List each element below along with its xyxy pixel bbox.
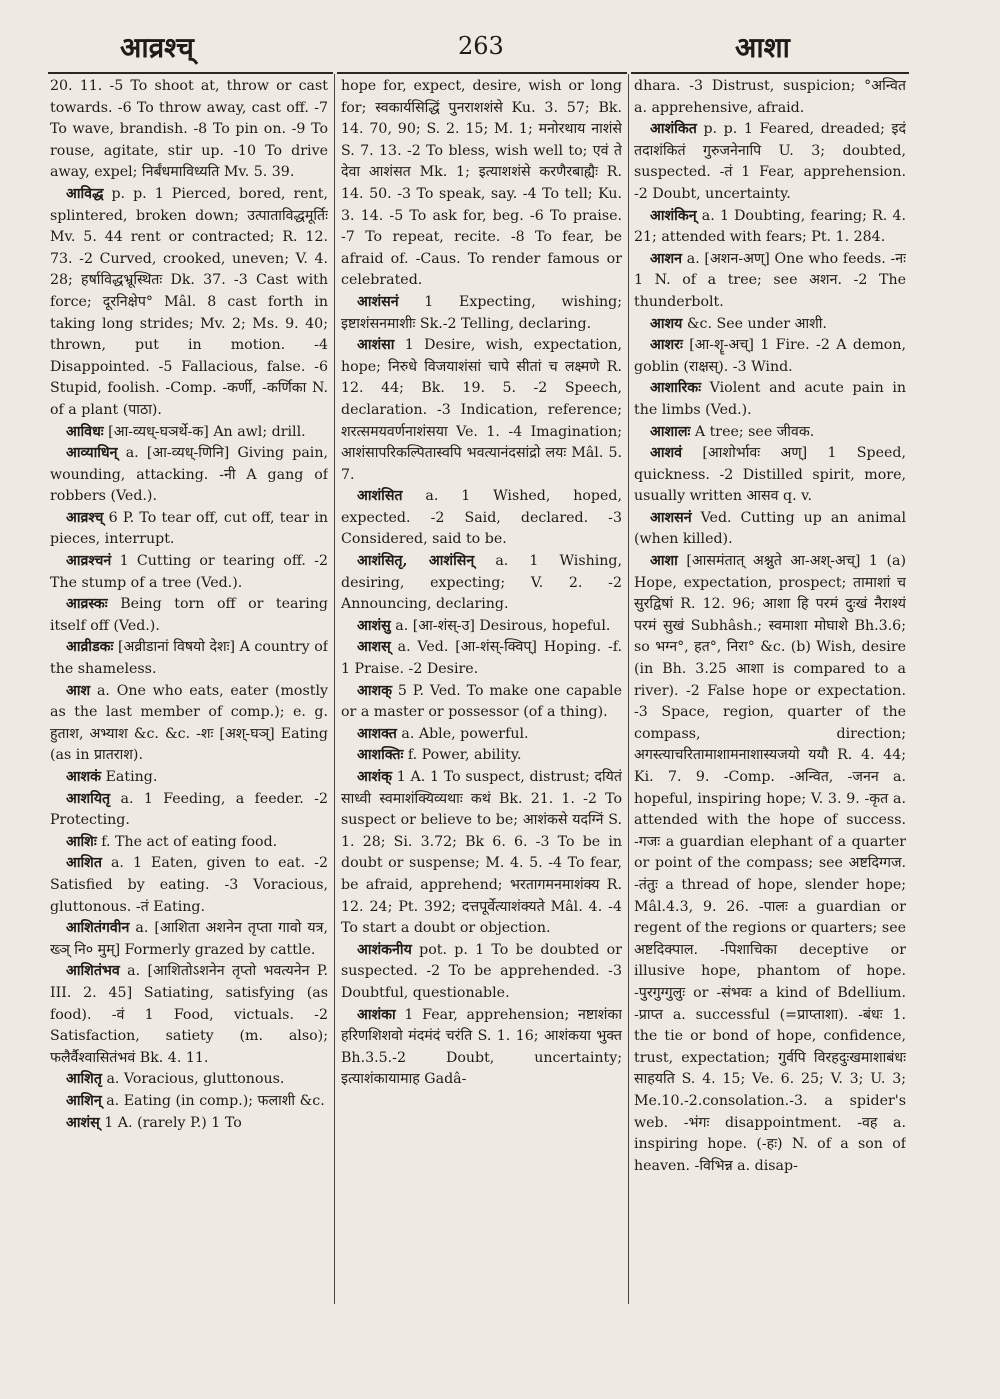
entry-headword: आशितंगवीन [66, 920, 130, 937]
entry-headword: आव्याधिन् [66, 445, 118, 462]
entry-definition: a. Eating (in comp.); फलाशी &c. [106, 1092, 325, 1109]
header-left-word: आव्रश्च् [120, 31, 194, 64]
entry-headword: आशयितृ [66, 790, 111, 807]
entry-definition: pot. p. 1 To be doubted or suspected. -2 To be apprehended. -3 Doubtful, questionable. [341, 941, 622, 1001]
dictionary-entry [341, 940, 622, 1005]
entry-definition: &c. See under आशी. [686, 315, 827, 332]
entry-definition: Violent and acute pain in the limbs (Ved.). [634, 380, 906, 418]
header-right-word: आशा [735, 31, 790, 64]
dictionary-entry [50, 422, 328, 444]
entry-definition: a. Ved. [आ-शंस्-क्विप्] Hoping. -f. 1 Praise. -2 Desire. [341, 639, 622, 678]
entry-headword: आशस् [357, 639, 391, 656]
dictionary-entry [341, 724, 622, 746]
entry-headword: आशालः [650, 423, 691, 440]
dictionary-entry [50, 918, 328, 961]
header-rule-middle [337, 72, 627, 74]
entry-definition: hope for, expect, desire, wish or long for; स्वकार्यसिद्धिं पुनराशशंसे Ku. 3. 57; Bk. 14. 70, 90; S. 2. 15; M. 1; मनोरथाय नाशंसे S. 7. 13. -2 To bless, wish well to; एवं ते देवा आशंसत Mk. 1; इत्याशशंसे करणैरबाह्यैः R. 14. 50. -3 To speak, say. -4 To tell; Ku. 3. 14. -5 To ask for, beg. -6 To praise. -7 To repeat, recite. -8 To fear, be afraid of. -Caus. To render famous or celebrated. [341, 78, 622, 289]
dictionary-entry [634, 508, 906, 551]
dictionary-entry [634, 443, 906, 508]
dictionary-entry [341, 681, 622, 724]
entry-headword: आशंसनं [357, 293, 399, 310]
header-rule-right [631, 72, 909, 74]
entry-definition: Eating. [105, 769, 158, 785]
column-divider-1 [334, 74, 335, 1304]
entry-headword: आशय [650, 315, 683, 332]
entry-definition: a. [आशितोऽशनेन तृप्तो भवत्यनेन P. III. 2. 45] Satiating, satisfying (as food). -वं 1 Food, victuals. -2 Satisfaction, satiety (m. also); फलैर्वैश्वासितंभवं Bk. 4. 11. [50, 963, 328, 1066]
dictionary-entry [50, 853, 328, 918]
entry-headword: आविधः [66, 423, 104, 440]
entry-definition: [आ-शॄ-अच्] 1 Fire. -2 A demon, goblin (राक्षस्). -3 Wind. [634, 337, 906, 375]
dictionary-entry [634, 314, 906, 336]
entry-definition: a. 1 Wishing, desiring, expecting; V. 2. -2 Announcing, declaring. [341, 553, 622, 613]
entry-headword: आशंसु [357, 617, 391, 634]
entry-definition: a. [अशन-अण्] One who feeds. -नः 1 N. of a tree; see अशन. -2 The thunderbolt. [634, 250, 906, 310]
page-header [0, 28, 1000, 68]
entry-headword: आशा [650, 553, 678, 570]
entry-headword: आशक् [357, 682, 393, 699]
dictionary-entry [50, 1069, 328, 1091]
dictionary-entry [634, 249, 906, 314]
entry-headword: आशिन् [66, 1092, 102, 1109]
entry-definition: p. p. 1 Pierced, bored, rent, splintered, broken down; उत्पाताविद्धमूर्तिः Mv. 5. 44 rent or contracted; R. 12. 73. -2 Curved, crooked, uneven; V. 4. 28; हर्षाविद्धभ्रूस्थितः Dk. 37. -3 Cast with force; दूरनिक्षेप° Mâl. 8 cast forth in taking long strides; Mv. 2; Ms. 9. 40; thrown, put in motion. -4 Disappointed. -5 Fallacious, false. -6 Stupid, foolish. -Comp. -कर्णी, -कर्णिका N. of a plant (पाठा). [50, 185, 328, 418]
dictionary-entry [341, 551, 622, 616]
dictionary-entry [341, 637, 622, 680]
entry-definition: a. 1 Doubting, fearing; R. 4. 21; attended with fears; Pt. 1. 284. [634, 207, 906, 246]
entry-headword: आशकं [66, 769, 102, 785]
entry-headword: आशन [650, 250, 683, 267]
entry-definition: 20. 11. -5 To shoot at, throw or cast towards. -6 To throw away, cast off. -7 To wave, brandish. -8 To pin on. -9 To rouse, agitate, stir up. -10 To drive away, expel; निर्बंधमाविध्यति Mv. 5. 39. [50, 78, 328, 181]
entry-definition: [आ-व्यध्-घञर्थे-क] An awl; drill. [108, 423, 306, 440]
entry-definition: f. The act of eating food. [101, 833, 278, 850]
dictionary-entry [50, 961, 328, 1069]
entry-headword: आशक्तिः [357, 747, 404, 764]
entry-headword: आशसनं [650, 509, 692, 526]
entry-headword: आशवं [650, 445, 683, 462]
dictionary-entry [634, 422, 906, 444]
entry-headword: आश [66, 682, 91, 699]
entry-definition: a. Voracious, gluttonous. [106, 1071, 285, 1088]
entry-headword: आशंका [357, 1006, 396, 1023]
entry-headword: आशंस् [66, 1114, 100, 1131]
dictionary-entry [50, 508, 328, 551]
dictionary-entry [50, 76, 328, 184]
entry-definition: a. 1 Wished, hoped, expected. -2 Said, declared. -3 Considered, said to be. [341, 488, 622, 548]
dictionary-entry [634, 119, 906, 205]
entry-definition: p. p. 1 Feared, dreaded; इदं तदाशंकितं गुरुजनेनापि U. 3; doubted, suspected. -तं 1 Fear, apprehension. -2 Doubt, uncertainty. [634, 121, 906, 202]
dictionary-entry [341, 335, 622, 486]
column-2 [341, 76, 622, 1306]
dictionary-entry [50, 681, 328, 767]
entry-headword: आशितंभव [66, 963, 120, 980]
entry-definition: 1 A. (rarely P.) 1 To [104, 1114, 242, 1131]
dictionary-entry [341, 292, 622, 335]
dictionary-entry [50, 767, 328, 789]
entry-definition: 5 P. Ved. To make one capable or a master or possessor (of a thing). [341, 682, 622, 721]
entry-headword: आशंकनीय [357, 941, 412, 958]
entry-headword: आशंकित [650, 121, 697, 138]
entry-definition: 1 Expecting, wishing; इष्टाशंसनमाशीः Sk.-2 Telling, declaring. [341, 293, 622, 332]
dictionary-entry [341, 1005, 622, 1091]
dictionary-entry [341, 76, 622, 292]
entry-headword: आशरः [650, 337, 683, 354]
dictionary-entry [50, 594, 328, 637]
entry-definition: 1 A. 1 To suspect, distrust; दयितं साध्वी स्वमाशंक्यिव्यथाः कथं Bk. 21. 1. -2 To suspect or believe to be; आशंकसे यदग्निं S. 1. 28; Si. 3.72; Bk 6. 6. -3 To be in doubt or suspense; M. 4. 5. -4 To fear, be afraid, apprehend; भरतागमनमाशंक्य R. 12. 24; Pt. 392; दत्तपूर्वेत्याशंक्यते Mâl. 4. -4 To start a doubt or objection. [341, 769, 622, 937]
entry-headword: आविद्ध [66, 185, 104, 202]
entry-definition: a. [आशिता अशनेन तृप्ता गावो यत्र, ख्ञ् नि० मुम्] Formerly grazed by cattle. [50, 920, 328, 958]
entry-definition: 6 P. To tear off, cut off, tear in pieces, interrupt. [50, 509, 328, 548]
entry-headword: आशंकिन् [650, 207, 697, 224]
entry-headword: आशंसितृ, आशंसिन् [357, 553, 475, 570]
entry-headword: आशित [66, 855, 102, 872]
header-rule-left [48, 72, 333, 74]
column-1 [50, 76, 328, 1306]
entry-definition: Ved. Cutting up an animal (when killed). [634, 509, 906, 548]
entry-definition: dhara. -3 Distrust, suspicion; °अन्वित a. apprehensive, afraid. [634, 78, 906, 116]
column-3 [634, 76, 906, 1306]
entry-headword: आशंसित [357, 488, 403, 505]
entry-headword: आव्रस्कः [66, 596, 108, 613]
dictionary-entry [50, 1113, 328, 1135]
dictionary-entry [341, 767, 622, 940]
dictionary-entry [50, 789, 328, 832]
dictionary-entry [341, 616, 622, 638]
entry-headword: आशितृ [66, 1071, 102, 1088]
dictionary-entry [634, 551, 906, 1177]
entry-definition: 1 Cutting or tearing off. -2 The stump of a tree (Ved.). [50, 553, 328, 591]
dictionary-entry [50, 637, 328, 680]
entry-definition: a. Able, powerful. [401, 725, 529, 742]
entry-definition: a. 1 Eaten, given to eat. -2 Satisfied by eating. -3 Voracious, gluttonous. -तं Eating. [50, 855, 328, 915]
dictionary-entry [634, 378, 906, 421]
entry-definition: a. [आ-व्यध्-णिनि] Giving pain, wounding, attacking. -नी A gang of robbers (Ved.). [50, 445, 328, 505]
dictionary-entry [50, 184, 328, 422]
entry-definition: a. 1 Feeding, a feeder. -2 Protecting. [50, 790, 328, 829]
entry-headword: आशक्त [357, 725, 397, 742]
dictionary-entry [50, 832, 328, 854]
entry-definition: 1 Desire, wish, expectation, hope; निरुधे विजयाशंसां चापे सीतां च लक्ष्मणे R. 12. 44; Bk. 19. 5. -2 Speech, declaration. -3 Indication, reference; शरत्समयवर्णनाशंसया Ve. 1. -4 Imagination; आशंसापरिकल्पितास्वपि भवत्यानंदसांद्रो लयः Mâl. 5. 7. [341, 337, 622, 483]
entry-definition: f. Power, ability. [407, 747, 522, 764]
entry-headword: आशिः [66, 833, 97, 850]
entry-definition: [आशोर्भावः अण्] 1 Speed, quickness. -2 Distilled spirit, more, usually written आसव q. v. [634, 445, 906, 505]
entry-definition: a. One who eats, eater (mostly as the last member of comp.); e. g. हुताश, अभ्याश &c. &c. -शः [अश्-घञ्] Eating (as in प्रातराश). [50, 682, 328, 764]
dictionary-entry [634, 206, 906, 249]
dictionary-entry [50, 443, 328, 508]
dictionary-entry [341, 745, 622, 767]
dictionary-entry [341, 486, 622, 551]
entry-headword: आव्रीडकः [66, 639, 114, 656]
dictionary-entry [634, 76, 906, 119]
entry-definition: 1 Fear, apprehension; नष्टाशंका हरिणशिशवो मंदमंदं चरंति S. 1. 16; आशंकया भुक्त Bh.3.5.-2 Doubt, uncertainty; इत्याशंकायामाह Gadâ- [341, 1006, 622, 1088]
entry-definition: [अव्रीडानां विषयो देशः] A country of the shameless. [50, 639, 328, 678]
entry-headword: आव्रश्चनं [66, 553, 112, 570]
dictionary-entry [634, 335, 906, 378]
page-number: 263 [458, 32, 504, 60]
entry-headword: आशंक् [357, 769, 393, 785]
entry-headword: आशारिकः [650, 380, 702, 397]
entry-definition: A tree; see जीवक. [694, 423, 815, 440]
dictionary-entry [50, 551, 328, 594]
entry-definition: a. [आ-शंस्-उ] Desirous, hopeful. [395, 617, 611, 634]
entry-headword: आव्रश्च् [66, 509, 104, 526]
entry-definition: [आसमंतात् अश्नुते आ-अश्-अच्] 1 (a) Hope, expectation, prospect; तामाशां च सुरद्विषां R. 12. 96; आशा हि परमं दुःखं नैराश्यं परमं सुखं Subhâsh.; स्वमाशा मोघाशे Bh.3.6; so भग्न°, हत°, निरा° &c. (b) Wish, desire (in Bh. 3.25 आशा is compared to a river). -2 False hope or expectation. -3 Space, region, quarter of the compass, direction; अगस्त्याचरितामाशामनाशास्यजयो ययौ R. 4. 44; Ki. 7. 9. -Comp. -अन्वित, -जनन a. hopeful, inspiring hope; V. 3. 9. -कृत a. attended with the hope of success. -गजः a guardian elephant of a quarter or point of the compass; see अष्टदिग्गज. -तंतुः a thread of hope, slender hope; Mâl.4.3, 9. 26. -पालः a guardian or regent of the regions or quarters; see अष्टदिक्पाल. -पिशाचिका deceptive or illusive hope, phantom of hope. -पुरगुग्गुलुः or -संभवः a kind of Bdellium. -प्राप्त a. successful (=प्राप्ताशा). -बंधः 1. the tie or bond of hope, confidence, trust, expectation; गुर्वपि विरहदुःखमाशाबंधः साहयति S. 4. 15; Ve. 6. 25; V. 3; U. 3; Me.10.-2.consolation.-3. a spider's web. -भंगः disappointment. -वह a. inspiring hope. (-हः) N. of a son of heaven. -विभिन्न a. disap- [634, 553, 906, 1174]
dictionary-entry [50, 1091, 328, 1113]
column-divider-2 [628, 74, 629, 1304]
entry-definition: Being torn off or tearing itself off (Ved.). [50, 596, 328, 634]
entry-headword: आशंसा [357, 337, 395, 354]
